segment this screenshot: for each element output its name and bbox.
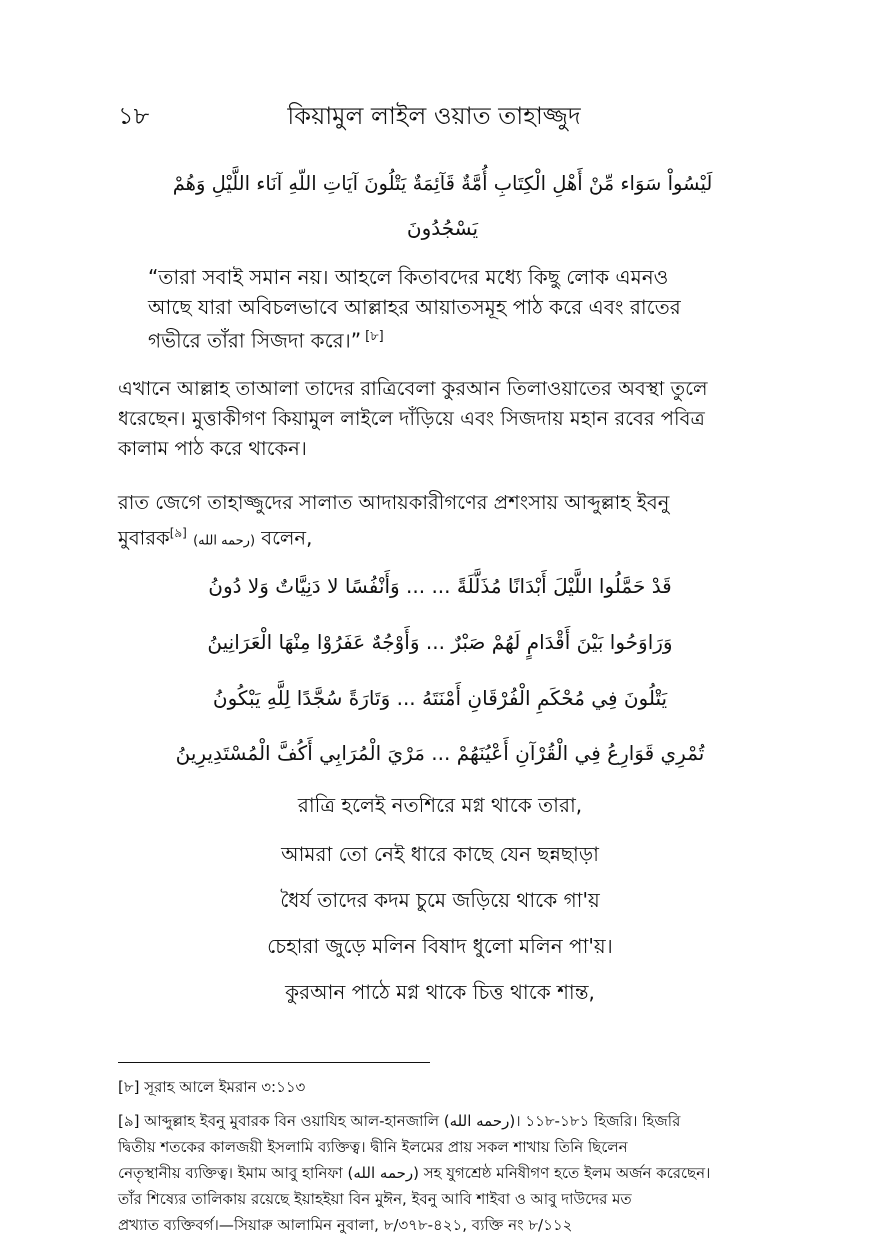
citation-marker: [৮] [365, 329, 384, 344]
arabic-poem-line: قَدْ حَمَّلُوا اللَّيْلَ أَبْدَانًا مُذَلَّلَةً ... ... وَأَنْفُسًا لا دَنِيَّاتٌ وَلا دُونُ [208, 574, 672, 598]
footnote-line: তাঁর শিষ্যের তালিকায় রয়েছে ইয়াহইয়া বিন মুঈন, ইবনু আবি শাইবা ও আবু দাউদের মত [118, 1190, 632, 1208]
honorific-arabic: (رحمه الله) [193, 533, 256, 549]
footnote-line: [৯] আব্দুল্লাহ ইবনু মুবারক বিন ওয়াযিহ আল-হানজালি (رحمه الله)। ১১৮-১৮১ হিজরি। হিজরি [118, 1112, 681, 1130]
footnote-9 [118, 1108, 750, 1238]
arabic-poem-line: وَرَاوَحُوا بَيْنَ أَقْدَامٍ لَهُمْ صَبْرٌ ... وَأَوْجُهٌ عَفَرُوْا مِنْهَا الْعَرَانِينُ [207, 630, 673, 654]
paragraph-line: রাত জেগে তাহাজ্জুদের সালাত আদায়কারীগণের প্রশংসায় আব্দুল্লাহ ইবনু [118, 491, 670, 514]
paragraph-explanation [118, 374, 750, 464]
bengali-poem-line: চেহারা জুড়ে মলিন বিষাদ ধুলো মলিন পা'য়। [267, 934, 613, 958]
paragraph-introduction [118, 488, 750, 557]
paragraph-line: মুবারক[৯] (رحمه الله) বলেন, [118, 526, 313, 550]
paragraph-line: এখানে আল্লাহ তাআলা তাদের রাত্রিবেলা কুরআন তিলাওয়াতের অবস্থা তুলে [118, 377, 708, 400]
page-header [118, 98, 750, 138]
footnote-line: দ্বিতীয় শতকের কালজয়ী ইসলামি ব্যক্তিত্ব। দ্বীনি ইলমের প্রায় সকল শাখায় তিনি ছিলেন [118, 1138, 628, 1156]
footnote-divider [118, 1062, 430, 1063]
running-title: কিয়ামুল লাইল ওয়াত তাহাজ্জুদ [287, 102, 581, 130]
bengali-poem-line: ধৈর্য তাদের কদম চুমে জড়িয়ে থাকে গা'য় [280, 888, 600, 912]
footnote-8: [৮] সূরাহ আলে ইমরান ৩:১১৩ [118, 1078, 306, 1096]
footnote-line: নেতৃস্থানীয় ব্যক্তিত্ব। ইমাম আবু হানিফা (رحمه الله) সহ যুগশ্রেষ্ঠ মনিষীগণ হতে ইলম অর্জন করেছেন। [118, 1164, 711, 1182]
quran-verse-arabic-line-2: يَسْجُدُونَ [406, 216, 479, 240]
bengali-poem-line: কুরআন পাঠে মগ্ন থাকে চিত্ত থাকে শান্ত, [285, 980, 595, 1004]
quote-line: গভীরে তাঁরা সিজদা করে।” [৮] [148, 328, 384, 353]
bengali-poem-line: রাত্রি হলেই নতশিরে মগ্ন থাকে তারা, [297, 793, 583, 817]
verse-translation-quote [148, 262, 708, 356]
bengali-poem-line: আমরা তো নেই ধারে কাছে যেন ছন্নছাড়া [281, 842, 599, 866]
page-number: ১৮ [118, 102, 150, 130]
footnote-marker: [৯] [169, 526, 187, 540]
footnote-line: প্রখ্যাত ব্যক্তিবর্গ।—সিয়ারু আলামিন নুবালা, ৮/৩৭৮-৪২১, ব্যক্তি নং ৮/১১২ [118, 1216, 573, 1234]
arabic-poem-line: تُمْرِي قَوَارِعُ فِي الْقُرْآنِ أَعْيُنَهُمْ ... مَرْيَ الْمُرَابِي أَكُفَّ الْمُسْتَدِيرِينُ [175, 741, 705, 765]
paragraph-line: ধরেছেন। মুত্তাকীগণ কিয়ামুল লাইলে দাঁড়িয়ে এবং সিজদায় মহান রবের পবিত্র [118, 407, 705, 430]
quran-verse-arabic-line-1: لَيْسُواْ سَوَاء مِّنْ أَهْلِ الْكِتَابِ أُمَّةٌ قَآئِمَةٌ يَتْلُونَ آيَاتِ اللّهِ آنَاء اللَّيْلِ وَهُمْ [172, 172, 713, 195]
quote-line: আছে যারা অবিচলভাবে আল্লাহর আয়াতসমূহ পাঠ করে এবং রাতের [148, 295, 681, 319]
paragraph-line: কালাম পাঠ করে থাকেন। [118, 437, 307, 460]
arabic-poem-line: يَتْلُونَ فِي مُحْكَمِ الْفُرْقَانِ أَمْنَتَهُ ... وَتَارَةً سُجَّدًا لِلَّهِ يَبْكُونُ [212, 686, 668, 710]
quote-line: “তারা সবাই সমান নয়। আহলে কিতাবদের মধ্যে কিছু লোক এমনও [148, 265, 669, 289]
